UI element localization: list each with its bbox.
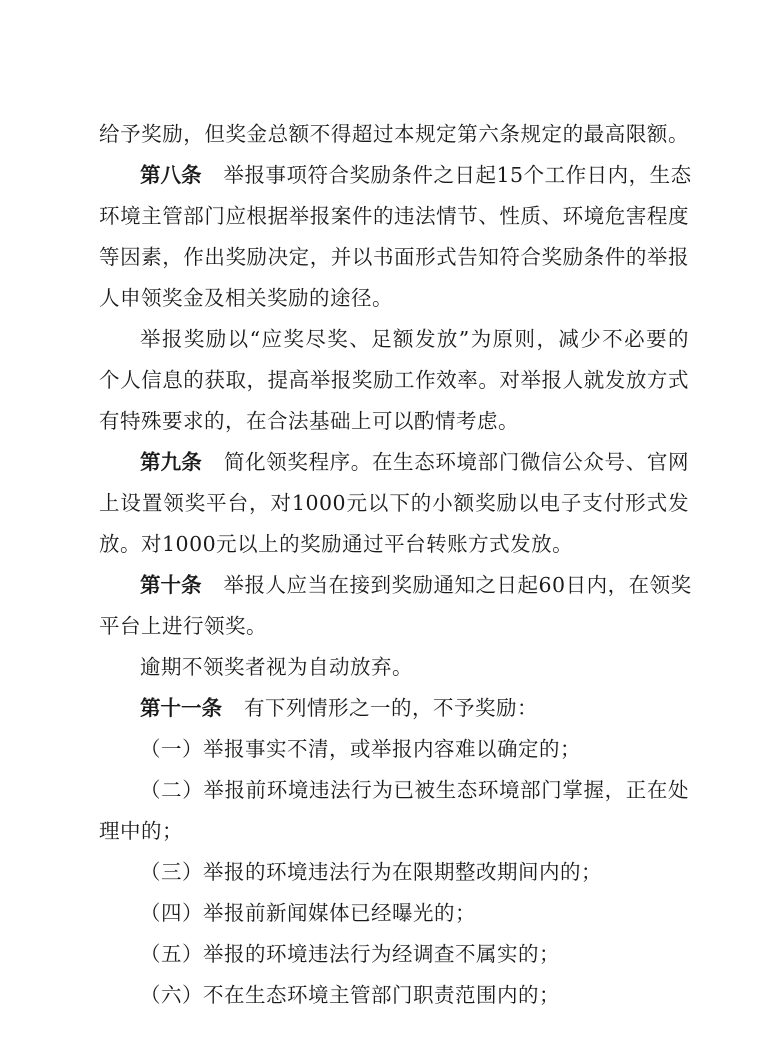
text-line: 给予奖励，但奖金总额不得超过本规定第六条规定的最高限额。 xyxy=(99,122,689,146)
list-item: （四）举报前新闻媒体已经曝光的； xyxy=(140,901,476,925)
text-line: 平台上进行领奖。 xyxy=(99,614,267,638)
article-8-line: 第八条 举报事项符合奖励条件之日起15个工作日内，生态 xyxy=(140,163,692,187)
text-line: 放。对1000元以上的奖励通过平台转账方式发放。 xyxy=(99,532,574,556)
text-line: 等因素，作出奖励决定，并以书面形式告知符合奖励条件的举报 xyxy=(99,245,689,269)
text-line: 理中的； xyxy=(99,819,183,843)
article-heading: 第十一条 xyxy=(140,696,222,720)
text-line: 上设置领奖平台，对1000元以下的小额奖励以电子支付形式发 xyxy=(99,491,689,515)
article-10-line: 第十条 举报人应当在接到奖励通知之日起60日内，在领奖 xyxy=(140,573,692,597)
article-9-line: 第九条 简化领奖程序。在生态环境部门微信公众号、官网 xyxy=(140,450,689,474)
article-heading: 第八条 xyxy=(140,163,202,187)
list-item: （一）举报事实不清，或举报内容难以确定的； xyxy=(140,737,581,761)
text-line: 人申领奖金及相关奖励的途径。 xyxy=(99,286,393,310)
text-line: 环境主管部门应根据举报案件的违法情节、性质、环境危害程度 xyxy=(99,204,689,228)
text-line: 举报奖励以“应奖尽奖、足额发放”为原则，减少不必要的 xyxy=(140,327,689,351)
list-item: （三）举报的环境违法行为在限期整改期间内的； xyxy=(140,860,602,884)
text-line: 有特殊要求的，在合法基础上可以酌情考虑。 xyxy=(99,409,519,433)
text-line: 逾期不领奖者视为自动放弃。 xyxy=(140,655,413,679)
list-item: （二）举报前环境违法行为已被生态环境部门掌握，正在处 xyxy=(140,778,689,802)
list-item: （五）举报的环境违法行为经调查不属实的； xyxy=(140,942,560,966)
article-heading: 第九条 xyxy=(140,450,202,474)
article-11-line: 第十一条 有下列情形之一的，不予奖励： xyxy=(140,696,538,720)
text-line: 个人信息的获取，提高举报奖励工作效率。对举报人就发放方式 xyxy=(99,368,689,392)
list-item: （六）不在生态环境主管部门职责范围内的； xyxy=(140,983,560,1007)
article-heading: 第十条 xyxy=(140,573,202,597)
